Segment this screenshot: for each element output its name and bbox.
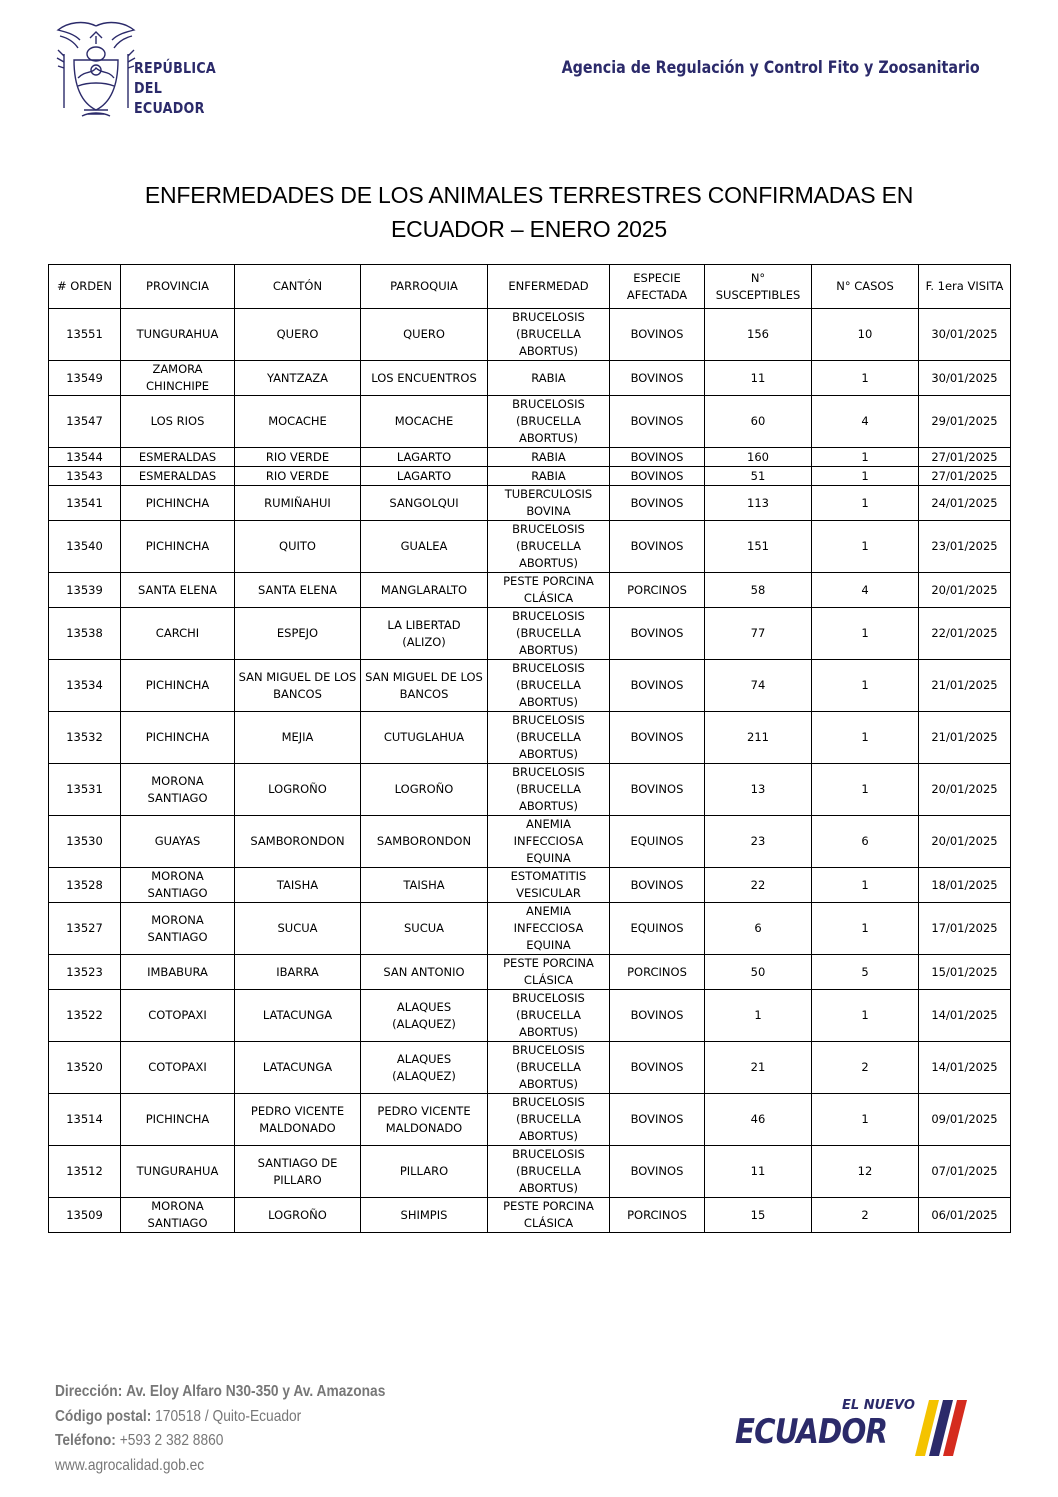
table-cell: 58	[705, 573, 812, 608]
table-cell: PESTE PORCINA CLÁSICA	[488, 1198, 610, 1233]
table-cell: 1	[812, 486, 919, 521]
logo-small-text: EL NUEVO	[842, 1398, 915, 1413]
table-cell: 18/01/2025	[919, 868, 1011, 903]
table-cell: PORCINOS	[610, 955, 705, 990]
table-cell: 30/01/2025	[919, 361, 1011, 396]
agency-name: Agencia de Regulación y Control Fito y Zoosanitario	[561, 58, 980, 78]
table-cell: ALAQUES (ALAQUEZ)	[361, 990, 488, 1042]
table-cell: 13520	[49, 1042, 121, 1094]
table-row	[49, 608, 1011, 660]
table-cell: LATACUNGA	[235, 1042, 361, 1094]
table-cell: BOVINOS	[610, 990, 705, 1042]
table-cell: 1	[812, 1094, 919, 1146]
table-row	[49, 1094, 1011, 1146]
table-cell: BRUCELOSIS (BRUCELLA ABORTUS)	[488, 309, 610, 361]
table-cell: EQUINOS	[610, 816, 705, 868]
table-cell: 50	[705, 955, 812, 990]
table-cell: PORCINOS	[610, 573, 705, 608]
table-cell: ZAMORA CHINCHIPE	[121, 361, 235, 396]
table-cell: BOVINOS	[610, 521, 705, 573]
table-row	[49, 573, 1011, 608]
table-row	[49, 1042, 1011, 1094]
table-cell: SANTIAGO DE PILLARO	[235, 1146, 361, 1198]
table-cell: 74	[705, 660, 812, 712]
table-cell: ANEMIA INFECCIOSA EQUINA	[488, 903, 610, 955]
country-name-line1: REPÚBLICA	[134, 59, 216, 77]
table-cell: 30/01/2025	[919, 309, 1011, 361]
table-cell: 1	[812, 990, 919, 1042]
footer-phone-line	[55, 1429, 385, 1454]
table-cell: 11	[705, 1146, 812, 1198]
table-cell: 1	[812, 712, 919, 764]
table-cell: 21/01/2025	[919, 712, 1011, 764]
table-cell: SAMBORONDON	[361, 816, 488, 868]
table-cell: PORCINOS	[610, 1198, 705, 1233]
table-cell: PESTE PORCINA CLÁSICA	[488, 573, 610, 608]
table-cell: BRUCELOSIS (BRUCELLA ABORTUS)	[488, 764, 610, 816]
table-cell: BRUCELOSIS (BRUCELLA ABORTUS)	[488, 1146, 610, 1198]
table-cell: 13544	[49, 448, 121, 467]
table-cell: 2	[812, 1042, 919, 1094]
table-cell: TUNGURAHUA	[121, 1146, 235, 1198]
phone-label: Teléfono:	[55, 1432, 116, 1449]
table-row	[49, 467, 1011, 486]
table-cell: 13532	[49, 712, 121, 764]
table-row	[49, 361, 1011, 396]
table-cell: 21/01/2025	[919, 660, 1011, 712]
table-cell: GUALEA	[361, 521, 488, 573]
table-cell: BOVINOS	[610, 712, 705, 764]
table-cell: TUBERCULOSIS BOVINA	[488, 486, 610, 521]
table-cell: 13540	[49, 521, 121, 573]
table-row	[49, 764, 1011, 816]
table-cell: 13549	[49, 361, 121, 396]
table-cell: ALAQUES (ALAQUEZ)	[361, 1042, 488, 1094]
table-cell: 22	[705, 868, 812, 903]
table-row	[49, 868, 1011, 903]
postal-value: 170518 / Quito-Ecuador	[155, 1407, 302, 1425]
table-cell: 1	[812, 361, 919, 396]
table-cell: BRUCELOSIS (BRUCELLA ABORTUS)	[488, 712, 610, 764]
table-cell: LOS RIOS	[121, 396, 235, 448]
address-value: Av. Eloy Alfaro N30-350 y Av. Amazonas	[126, 1383, 386, 1400]
address-label: Dirección:	[55, 1383, 123, 1400]
table-cell: 1	[812, 903, 919, 955]
table-cell: 14/01/2025	[919, 990, 1011, 1042]
table-cell: PICHINCHA	[121, 486, 235, 521]
table-cell: SANGOLQUI	[361, 486, 488, 521]
table-cell: QUERO	[361, 309, 488, 361]
document-title-line2: ECUADOR – ENERO 2025	[391, 216, 667, 242]
phone-value: +593 2 382 8860	[119, 1432, 224, 1449]
table-cell: 29/01/2025	[919, 396, 1011, 448]
table-cell: PEDRO VICENTE MALDONADO	[235, 1094, 361, 1146]
column-header: PROVINCIA	[121, 265, 235, 309]
table-cell: RUMIÑAHUI	[235, 486, 361, 521]
table-cell: 10	[812, 309, 919, 361]
table-header-row	[49, 265, 1011, 309]
website-link[interactable]: www.agrocalidad.gob.ec	[55, 1456, 205, 1474]
column-header: # ORDEN	[49, 265, 121, 309]
table-cell: BOVINOS	[610, 467, 705, 486]
table-cell: 14/01/2025	[919, 1042, 1011, 1094]
table-cell: 151	[705, 521, 812, 573]
table-cell: BOVINOS	[610, 448, 705, 467]
table-cell: PILLARO	[361, 1146, 488, 1198]
table-row	[49, 1198, 1011, 1233]
table-cell: SANTA ELENA	[121, 573, 235, 608]
table-cell: 15	[705, 1198, 812, 1233]
table-cell: 1	[812, 764, 919, 816]
table-cell: SHIMPIS	[361, 1198, 488, 1233]
table-cell: 11	[705, 361, 812, 396]
column-header: PARROQUIA	[361, 265, 488, 309]
table-cell: 13538	[49, 608, 121, 660]
column-header: CANTÓN	[235, 265, 361, 309]
footer-postal-line	[55, 1405, 385, 1430]
table-cell: BOVINOS	[610, 361, 705, 396]
table-cell: QUITO	[235, 521, 361, 573]
table-cell: 1	[812, 868, 919, 903]
table-cell: 4	[812, 573, 919, 608]
table-cell: MORONA SANTIAGO	[121, 868, 235, 903]
table-cell: PICHINCHA	[121, 712, 235, 764]
table-cell: BRUCELOSIS (BRUCELLA ABORTUS)	[488, 1094, 610, 1146]
table-cell: MEJIA	[235, 712, 361, 764]
table-cell: PICHINCHA	[121, 1094, 235, 1146]
table-cell: 24/01/2025	[919, 486, 1011, 521]
document-title-line1: ENFERMEDADES DE LOS ANIMALES TERRESTRES CONFIRMADAS EN	[144, 182, 914, 208]
table-cell: 156	[705, 309, 812, 361]
table-cell: LOGROÑO	[235, 764, 361, 816]
government-logo	[54, 20, 254, 120]
table-cell: BOVINOS	[610, 1094, 705, 1146]
table-cell: 1	[705, 990, 812, 1042]
column-header: N° CASOS	[812, 265, 919, 309]
table-cell: 6	[812, 816, 919, 868]
table-cell: 60	[705, 396, 812, 448]
table-cell: 12	[812, 1146, 919, 1198]
table-cell: SANTA ELENA	[235, 573, 361, 608]
table-cell: ESTOMATITIS VESICULAR	[488, 868, 610, 903]
table-cell: 46	[705, 1094, 812, 1146]
table-cell: BOVINOS	[610, 1042, 705, 1094]
table-cell: 6	[705, 903, 812, 955]
table-cell: 13547	[49, 396, 121, 448]
table-cell: SAN MIGUEL DE LOS BANCOS	[361, 660, 488, 712]
logo-big-text: ECUADOR	[735, 1412, 888, 1452]
table-cell: 13543	[49, 467, 121, 486]
table-row	[49, 309, 1011, 361]
table-cell: GUAYAS	[121, 816, 235, 868]
table-cell: COTOPAXI	[121, 1042, 235, 1094]
table-cell: 13531	[49, 764, 121, 816]
footer-address-line	[55, 1380, 385, 1405]
table-cell: LA LIBERTAD (ALIZO)	[361, 608, 488, 660]
column-header: ESPECIE AFECTADA	[610, 265, 705, 309]
table-cell: RABIA	[488, 467, 610, 486]
footer-contact	[55, 1380, 385, 1478]
table-cell: TUNGURAHUA	[121, 309, 235, 361]
table-row	[49, 903, 1011, 955]
table-cell: 13534	[49, 660, 121, 712]
table-cell: LATACUNGA	[235, 990, 361, 1042]
table-cell: SAMBORONDON	[235, 816, 361, 868]
el-nuevo-ecuador-logo	[735, 1398, 985, 1460]
table-cell: 22/01/2025	[919, 608, 1011, 660]
table-cell: BRUCELOSIS (BRUCELLA ABORTUS)	[488, 990, 610, 1042]
table-cell: BOVINOS	[610, 309, 705, 361]
disease-table	[48, 264, 1011, 1233]
table-cell: 1	[812, 660, 919, 712]
table-cell: 2	[812, 1198, 919, 1233]
table-row	[49, 396, 1011, 448]
table-cell: BOVINOS	[610, 1146, 705, 1198]
table-cell: 13527	[49, 903, 121, 955]
table-cell: ESMERALDAS	[121, 448, 235, 467]
table-cell: PICHINCHA	[121, 521, 235, 573]
table-cell: 07/01/2025	[919, 1146, 1011, 1198]
table-row	[49, 955, 1011, 990]
table-cell: BRUCELOSIS (BRUCELLA ABORTUS)	[488, 660, 610, 712]
table-cell: 211	[705, 712, 812, 764]
table-cell: 13528	[49, 868, 121, 903]
table-cell: TAISHA	[235, 868, 361, 903]
table-cell: BRUCELOSIS (BRUCELLA ABORTUS)	[488, 521, 610, 573]
table-cell: MORONA SANTIAGO	[121, 764, 235, 816]
postal-label: Código postal:	[55, 1407, 152, 1425]
table-cell: SAN MIGUEL DE LOS BANCOS	[235, 660, 361, 712]
column-header: F. 1era VISITA	[919, 265, 1011, 309]
table-cell: LOGROÑO	[235, 1198, 361, 1233]
table-cell: 1	[812, 521, 919, 573]
table-body	[49, 309, 1011, 1233]
table-cell: RABIA	[488, 448, 610, 467]
table-row	[49, 1146, 1011, 1198]
table-cell: MORONA SANTIAGO	[121, 903, 235, 955]
table-cell: PESTE PORCINA CLÁSICA	[488, 955, 610, 990]
table-cell: ESMERALDAS	[121, 467, 235, 486]
table-cell: PEDRO VICENTE MALDONADO	[361, 1094, 488, 1146]
table-cell: 27/01/2025	[919, 467, 1011, 486]
table-cell: BRUCELOSIS (BRUCELLA ABORTUS)	[488, 1042, 610, 1094]
country-name	[134, 58, 232, 118]
column-header: ENFERMEDAD	[488, 265, 610, 309]
table-cell: 13523	[49, 955, 121, 990]
table-cell: 13539	[49, 573, 121, 608]
table-cell: 113	[705, 486, 812, 521]
table-cell: 1	[812, 467, 919, 486]
table-cell: BRUCELOSIS (BRUCELLA ABORTUS)	[488, 608, 610, 660]
table-cell: 21	[705, 1042, 812, 1094]
table-cell: CARCHI	[121, 608, 235, 660]
table-cell: 23	[705, 816, 812, 868]
table-cell: 20/01/2025	[919, 816, 1011, 868]
table-cell: 5	[812, 955, 919, 990]
table-cell: 06/01/2025	[919, 1198, 1011, 1233]
table-cell: YANTZAZA	[235, 361, 361, 396]
table-cell: MOCACHE	[235, 396, 361, 448]
table-cell: 20/01/2025	[919, 764, 1011, 816]
table-cell: 1	[812, 608, 919, 660]
column-header: N° SUSCEPTIBLES	[705, 265, 812, 309]
table-cell: 23/01/2025	[919, 521, 1011, 573]
table-cell: 09/01/2025	[919, 1094, 1011, 1146]
table-cell: IBARRA	[235, 955, 361, 990]
table-row	[49, 660, 1011, 712]
table-cell: COTOPAXI	[121, 990, 235, 1042]
table-cell: ESPEJO	[235, 608, 361, 660]
table-cell: RABIA	[488, 361, 610, 396]
document-title	[60, 178, 998, 246]
table-cell: BRUCELOSIS (BRUCELLA ABORTUS)	[488, 396, 610, 448]
table-cell: LAGARTO	[361, 448, 488, 467]
table-cell: MORONA SANTIAGO	[121, 1198, 235, 1233]
table-row	[49, 990, 1011, 1042]
table-cell: BOVINOS	[610, 396, 705, 448]
table-cell: BOVINOS	[610, 764, 705, 816]
table-cell: 4	[812, 396, 919, 448]
country-name-line2: DEL ECUADOR	[134, 79, 205, 117]
table-cell: IMBABURA	[121, 955, 235, 990]
table-cell: LOGROÑO	[361, 764, 488, 816]
table-row	[49, 521, 1011, 573]
table-cell: PICHINCHA	[121, 660, 235, 712]
table-cell: 160	[705, 448, 812, 467]
table-cell: 13530	[49, 816, 121, 868]
table-cell: 15/01/2025	[919, 955, 1011, 990]
flag-stripes-icon	[915, 1400, 981, 1456]
table-cell: 13512	[49, 1146, 121, 1198]
table-cell: TAISHA	[361, 868, 488, 903]
table-cell: 20/01/2025	[919, 573, 1011, 608]
page-header	[0, 0, 1058, 140]
table-row	[49, 448, 1011, 467]
table-cell: RIO VERDE	[235, 467, 361, 486]
table-row	[49, 816, 1011, 868]
table-cell: 1	[812, 448, 919, 467]
table-cell: 13	[705, 764, 812, 816]
table-cell: RIO VERDE	[235, 448, 361, 467]
table-cell: 13551	[49, 309, 121, 361]
table-cell: CUTUGLAHUA	[361, 712, 488, 764]
table-cell: BOVINOS	[610, 868, 705, 903]
table-cell: EQUINOS	[610, 903, 705, 955]
table-cell: MOCACHE	[361, 396, 488, 448]
table-row	[49, 486, 1011, 521]
table-cell: 51	[705, 467, 812, 486]
table-cell: 13522	[49, 990, 121, 1042]
table-cell: BOVINOS	[610, 608, 705, 660]
table-cell: 13541	[49, 486, 121, 521]
table-row	[49, 712, 1011, 764]
table-cell: MANGLARALTO	[361, 573, 488, 608]
table-cell: 77	[705, 608, 812, 660]
table-cell: 13514	[49, 1094, 121, 1146]
table-cell: LAGARTO	[361, 467, 488, 486]
table-cell: BOVINOS	[610, 486, 705, 521]
coat-of-arms-icon	[54, 20, 138, 120]
table-cell: 17/01/2025	[919, 903, 1011, 955]
table-cell: 13509	[49, 1198, 121, 1233]
table-cell: SUCUA	[361, 903, 488, 955]
table-cell: ANEMIA INFECCIOSA EQUINA	[488, 816, 610, 868]
table-cell: SUCUA	[235, 903, 361, 955]
table-cell: 27/01/2025	[919, 448, 1011, 467]
table-cell: SAN ANTONIO	[361, 955, 488, 990]
table-cell: LOS ENCUENTROS	[361, 361, 488, 396]
table-cell: QUERO	[235, 309, 361, 361]
table-cell: BOVINOS	[610, 660, 705, 712]
